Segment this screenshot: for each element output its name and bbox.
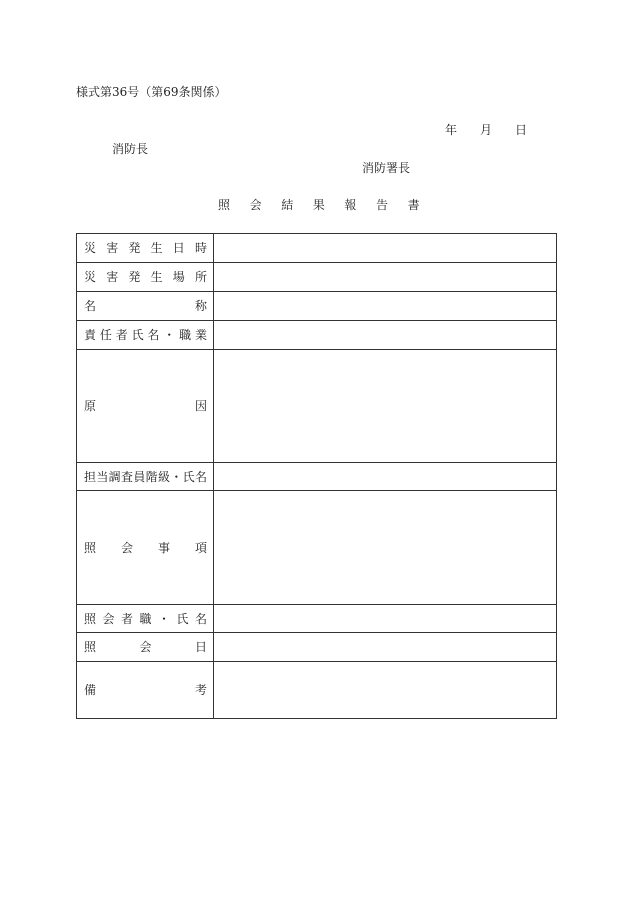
label-cell: [77, 234, 214, 263]
value-cell: [214, 463, 557, 491]
table-row-inquirer: [77, 605, 557, 633]
row-label: 照会事項: [84, 540, 207, 555]
report-table: [76, 233, 557, 719]
label-cell: [77, 463, 214, 491]
label-cell: [77, 605, 214, 633]
table-row-inquiry-date: [77, 633, 557, 662]
label-cell: [77, 350, 214, 463]
table-row-responsible-person: [77, 321, 557, 350]
sender: 消防署長: [362, 161, 411, 175]
date-day-label: 日: [515, 123, 528, 137]
row-label: 責任者氏名・職業: [84, 328, 207, 342]
value-cell: [214, 263, 557, 292]
label-cell: [77, 321, 214, 350]
row-label: 災害発生場所: [84, 270, 207, 284]
value-cell: [214, 292, 557, 321]
row-label: 照会者職・氏名: [84, 611, 207, 626]
form-number: 様式第36号（第69条関係）: [76, 85, 227, 99]
addressee: 消防長: [112, 142, 149, 156]
label-cell: [77, 633, 214, 662]
label-cell: [77, 491, 214, 605]
table-row-disaster-datetime: [77, 234, 557, 263]
table-row-investigator: [77, 463, 557, 491]
value-cell: [214, 633, 557, 662]
row-label: 原因: [84, 399, 207, 413]
table-row-disaster-location: [77, 263, 557, 292]
value-cell: [214, 605, 557, 633]
date-month-label: 月: [480, 123, 493, 137]
value-cell: [214, 350, 557, 463]
value-cell: [214, 321, 557, 350]
document-title: 照会結果報告書: [218, 198, 440, 212]
row-label: 担当調査員階級・氏名: [84, 469, 207, 484]
value-cell: [214, 491, 557, 605]
label-cell: [77, 662, 214, 719]
table-row-remarks: [77, 662, 557, 719]
row-label: 備考: [84, 683, 207, 697]
date-year-label: 年: [445, 123, 458, 137]
value-cell: [214, 234, 557, 263]
row-label: 名称: [84, 299, 207, 313]
label-cell: [77, 263, 214, 292]
table-row-name: [77, 292, 557, 321]
label-cell: [77, 292, 214, 321]
row-label: 照会日: [84, 640, 207, 654]
table-row-inquiry-items: [77, 491, 557, 605]
table-row-cause: [77, 350, 557, 463]
value-cell: [214, 662, 557, 719]
row-label: 災害発生日時: [84, 241, 207, 255]
